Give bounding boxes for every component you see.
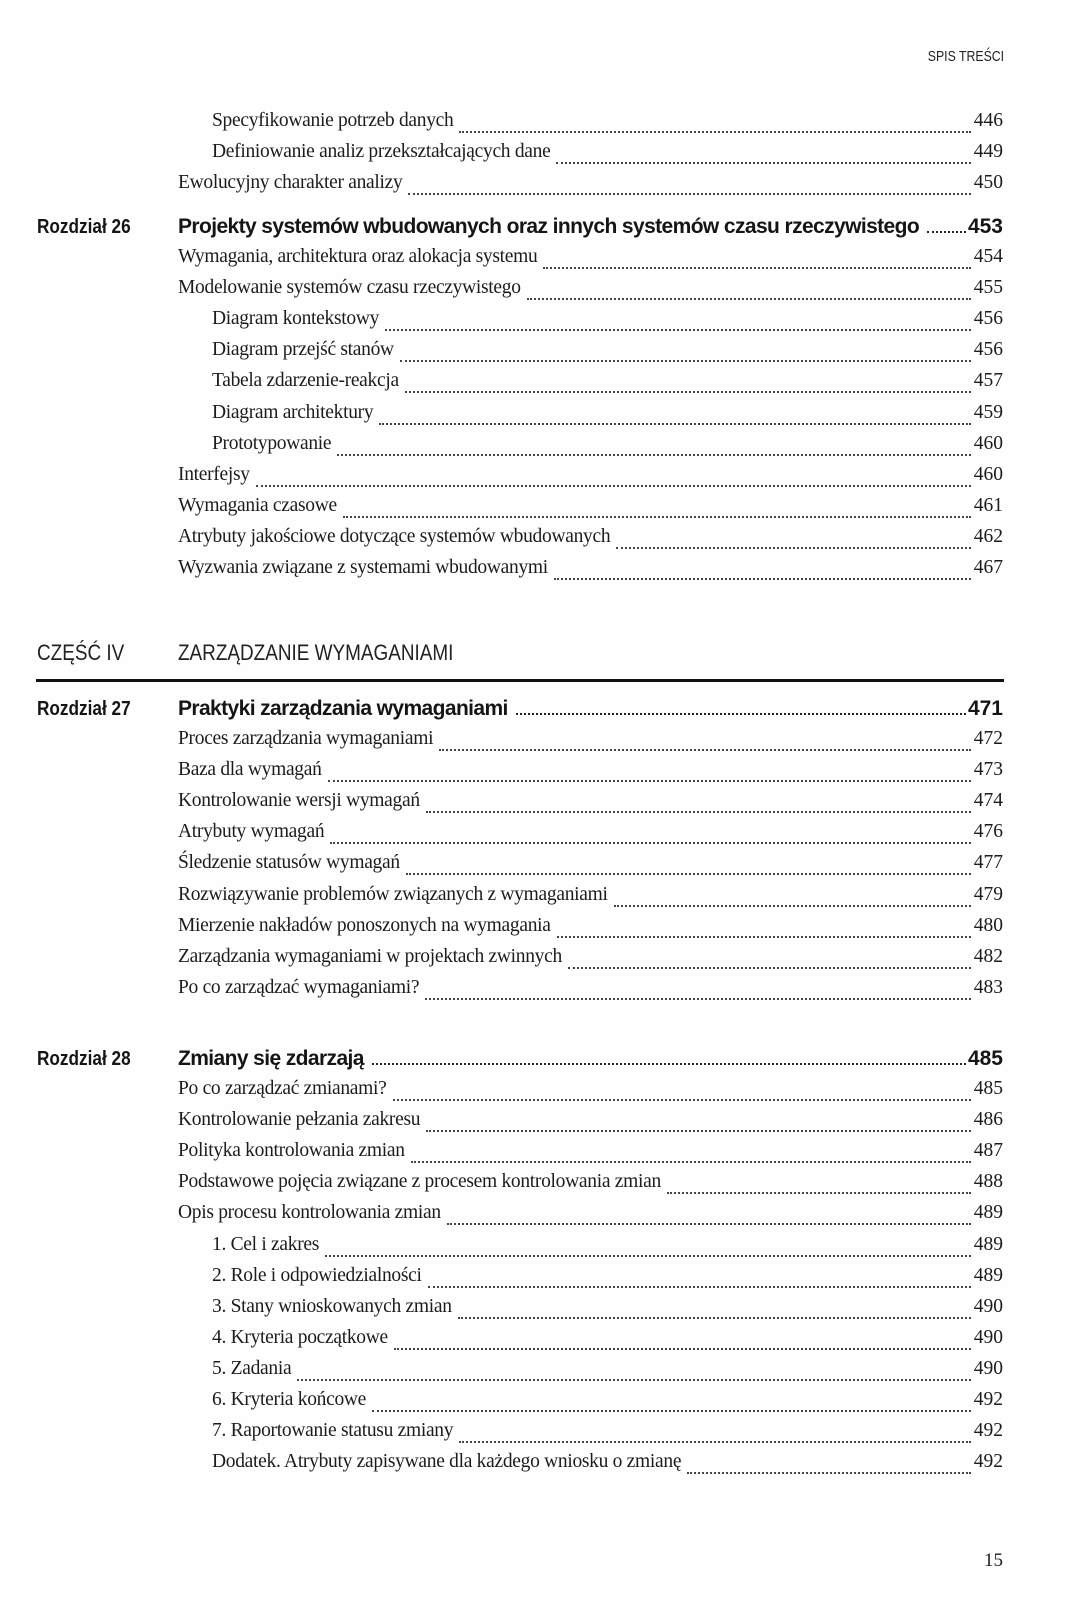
toc-entry[interactable]	[178, 1202, 1003, 1232]
entry-title: Po co zarządzać wymaganiami?	[178, 976, 420, 998]
dot-leader	[408, 192, 970, 195]
entry-page: 472	[973, 728, 1003, 749]
entry-page: 490	[973, 1326, 1003, 1348]
chapter-title: Projekty systemów wbudowanych oraz innych systemów czasu rzeczywistego	[178, 215, 920, 238]
entry-title: 2. Role i odpowiedzialności	[212, 1264, 422, 1286]
entry-title: Polityka kontrolowania zmian	[178, 1140, 405, 1162]
toc-entry[interactable]	[178, 526, 1003, 556]
toc-entry[interactable]	[212, 1296, 1003, 1326]
dot-leader	[927, 231, 966, 233]
entry-title: Modelowanie systemów czasu rzeczywistego	[178, 277, 521, 299]
entry-page: 482	[973, 945, 1003, 967]
entry-page: 477	[973, 852, 1003, 874]
dot-leader	[297, 1378, 970, 1381]
entry-page: 485	[973, 1078, 1003, 1099]
entry-title: Ewolucyjny charakter analizy	[178, 172, 403, 193]
toc-entry[interactable]	[178, 495, 1003, 525]
entry-page: 446	[973, 110, 1003, 131]
entry-title: Podstawowe pojęcia związane z procesem kontrolowania zmian	[178, 1171, 661, 1193]
toc-entry[interactable]	[178, 790, 1003, 820]
entry-page: 490	[973, 1295, 1003, 1317]
entry-page: 457	[973, 370, 1003, 392]
dot-leader	[459, 130, 970, 133]
toc-entry[interactable]	[178, 172, 1003, 202]
part-divider	[36, 679, 1004, 682]
entry-title: Definiowanie analiz przekształcających dane	[212, 141, 551, 162]
dot-leader	[426, 810, 971, 813]
toc-entry[interactable]	[178, 246, 1003, 276]
entry-title: Prototypowanie	[212, 432, 332, 454]
entry-title: Kontrolowanie wersji wymagań	[178, 790, 420, 812]
dot-leader	[379, 422, 970, 425]
entry-title: Tabela zdarzenie-reakcja	[212, 370, 399, 392]
toc-entry[interactable]	[212, 433, 1003, 463]
dot-leader	[372, 1063, 966, 1065]
entry-page: 459	[973, 401, 1003, 423]
dot-leader	[343, 515, 971, 518]
entry-title: Po co zarządzać zmianami?	[178, 1078, 387, 1099]
entry-title: Mierzenie nakładów ponoszonych na wymagania	[178, 914, 551, 936]
dot-leader	[372, 1409, 971, 1412]
dot-leader	[428, 1285, 971, 1288]
chapter-page: 471	[967, 697, 1003, 720]
toc-entry[interactable]	[178, 759, 1003, 789]
dot-leader	[426, 1129, 971, 1132]
toc-entry[interactable]	[178, 728, 1003, 758]
toc-entry[interactable]	[212, 370, 1003, 400]
toc-entry[interactable]	[178, 1078, 1003, 1108]
entry-page: 483	[973, 976, 1003, 998]
part-title: ZARZĄDZANIE WYMAGANIAMI	[178, 640, 454, 665]
dot-leader	[385, 328, 971, 331]
entry-title: Diagram przejść stanów	[212, 339, 394, 361]
toc-entry[interactable]	[178, 821, 1003, 851]
entry-page: 455	[973, 277, 1003, 299]
chapter-heading[interactable]	[178, 215, 1003, 239]
toc-entry[interactable]	[212, 1389, 1003, 1419]
dot-leader	[400, 359, 971, 362]
dot-leader	[325, 1254, 971, 1257]
toc-entry[interactable]	[212, 1420, 1003, 1450]
entry-title: Kontrolowanie pełzania zakresu	[178, 1109, 421, 1131]
entry-page: 480	[973, 914, 1003, 936]
entry-page: 460	[973, 463, 1003, 485]
entry-title: 5. Zadania	[212, 1357, 292, 1379]
entry-page: 473	[973, 759, 1003, 781]
entry-title: Atrybuty wymagań	[178, 821, 325, 843]
chapter-label: Rozdział 26	[37, 216, 131, 238]
entry-title: 1. Cel i zakres	[212, 1233, 320, 1255]
entry-title: Wymagania czasowe	[178, 494, 337, 516]
entry-page: 462	[973, 525, 1003, 547]
toc-entry[interactable]	[178, 277, 1003, 307]
dot-leader	[543, 266, 970, 269]
chapter-label: Rozdział 28	[37, 1048, 131, 1070]
dot-leader	[556, 161, 970, 164]
entry-page: 488	[973, 1171, 1003, 1193]
chapter-page: 453	[967, 215, 1003, 238]
chapter-page: 485	[967, 1047, 1003, 1070]
entry-title: Zarządzania wymaganiami w projektach zwinnych	[178, 945, 562, 967]
entry-title: Wymagania, architektura oraz alokacja systemu	[178, 246, 538, 267]
entry-page: 461	[973, 494, 1003, 516]
toc-entry[interactable]	[178, 1140, 1003, 1170]
entry-title: Diagram architektury	[212, 401, 374, 423]
dot-leader	[447, 1222, 971, 1225]
dot-leader	[557, 935, 971, 938]
entry-page: 489	[973, 1264, 1003, 1286]
entry-page: 460	[973, 432, 1003, 454]
entry-title: Dodatek. Atrybuty zapisywane dla każdego wniosku o zmianę	[212, 1451, 682, 1473]
dot-leader	[256, 484, 971, 487]
entry-page: 456	[973, 308, 1003, 330]
dot-leader	[439, 748, 971, 751]
entry-title: 3. Stany wnioskowanych zmian	[212, 1295, 452, 1317]
entry-title: Baza dla wymagań	[178, 759, 322, 781]
toc-entry[interactable]	[212, 1327, 1003, 1357]
entry-page: 454	[973, 246, 1003, 267]
running-head: SPIS TREŚCI	[927, 48, 1004, 65]
entry-page: 476	[973, 821, 1003, 843]
toc-entry[interactable]	[212, 1265, 1003, 1295]
entry-page: 489	[973, 1233, 1003, 1255]
entry-page: 474	[973, 790, 1003, 812]
entry-page: 492	[973, 1451, 1003, 1473]
entry-page: 487	[973, 1140, 1003, 1162]
entry-title: Interfejsy	[178, 463, 250, 485]
dot-leader	[411, 1160, 971, 1163]
toc-entry[interactable]	[212, 110, 1003, 140]
toc-entry[interactable]	[178, 1109, 1003, 1139]
entry-title: Opis procesu kontrolowania zmian	[178, 1202, 441, 1224]
toc-entry[interactable]	[178, 977, 1003, 1007]
entry-page: 492	[973, 1420, 1003, 1442]
dot-leader	[459, 1440, 971, 1443]
entry-title: 6. Kryteria końcowe	[212, 1389, 367, 1410]
toc-entry[interactable]	[212, 1358, 1003, 1388]
entry-title: Śledzenie statusów wymagań	[178, 852, 400, 874]
dot-leader	[337, 453, 970, 456]
entry-title: 7. Raportowanie statusu zmiany	[212, 1420, 454, 1442]
toc-entry[interactable]	[212, 1451, 1003, 1481]
dot-leader	[527, 297, 971, 300]
dot-leader	[687, 1471, 971, 1474]
dot-leader	[425, 997, 971, 1000]
dot-leader	[393, 1098, 971, 1101]
toc-entry[interactable]	[178, 946, 1003, 976]
chapter-label: Rozdział 27	[37, 698, 131, 720]
toc-entry[interactable]	[212, 141, 1003, 171]
dot-leader	[667, 1191, 971, 1194]
dot-leader	[458, 1316, 971, 1319]
toc-entry[interactable]	[212, 339, 1003, 369]
entry-page: 467	[973, 557, 1003, 578]
toc-entry[interactable]	[178, 852, 1003, 882]
dot-leader	[554, 577, 971, 580]
entry-page: 450	[973, 172, 1003, 193]
entry-page: 449	[973, 141, 1003, 162]
dot-leader	[614, 904, 971, 907]
entry-page: 486	[973, 1109, 1003, 1131]
toc-entry[interactable]	[178, 915, 1003, 945]
chapter-heading[interactable]	[178, 1047, 1003, 1071]
entry-page: 490	[973, 1357, 1003, 1379]
chapter-title: Zmiany się zdarzają	[178, 1047, 364, 1070]
toc-entry[interactable]	[212, 308, 1003, 338]
entry-page: 479	[973, 883, 1003, 905]
entry-title: Diagram kontekstowy	[212, 308, 380, 330]
part-label: CZĘŚĆ IV	[37, 640, 125, 665]
entry-title: Atrybuty jakościowe dotyczące systemów wbudowanych	[178, 525, 611, 547]
chapter-title: Praktyki zarządzania wymaganiami	[178, 697, 508, 720]
toc-entry[interactable]	[178, 1171, 1003, 1201]
dot-leader	[394, 1347, 971, 1350]
dot-leader	[405, 390, 971, 393]
page-number: 15	[984, 1550, 1003, 1571]
entry-page: 489	[973, 1202, 1003, 1224]
dot-leader	[330, 841, 970, 844]
entry-title: Specyfikowanie potrzeb danych	[212, 110, 454, 131]
toc-entry[interactable]	[212, 402, 1003, 432]
entry-title: Rozwiązywanie problemów związanych z wymaganiami	[178, 883, 608, 905]
chapter-heading[interactable]	[178, 697, 1003, 721]
entry-title: Wyzwania związane z systemami wbudowanymi	[178, 557, 548, 578]
dot-leader	[616, 546, 970, 549]
entry-title: Proces zarządzania wymaganiami	[178, 728, 434, 749]
entry-page: 456	[973, 339, 1003, 361]
toc-entry[interactable]	[178, 557, 1003, 587]
dot-leader	[328, 779, 971, 782]
toc-entry[interactable]	[212, 1234, 1003, 1264]
toc-entry[interactable]	[178, 464, 1003, 494]
dot-leader	[568, 966, 971, 969]
entry-page: 492	[973, 1389, 1003, 1410]
dot-leader	[516, 713, 966, 715]
entry-title: 4. Kryteria początkowe	[212, 1326, 388, 1348]
toc-entry[interactable]	[178, 884, 1003, 914]
dot-leader	[406, 872, 971, 875]
